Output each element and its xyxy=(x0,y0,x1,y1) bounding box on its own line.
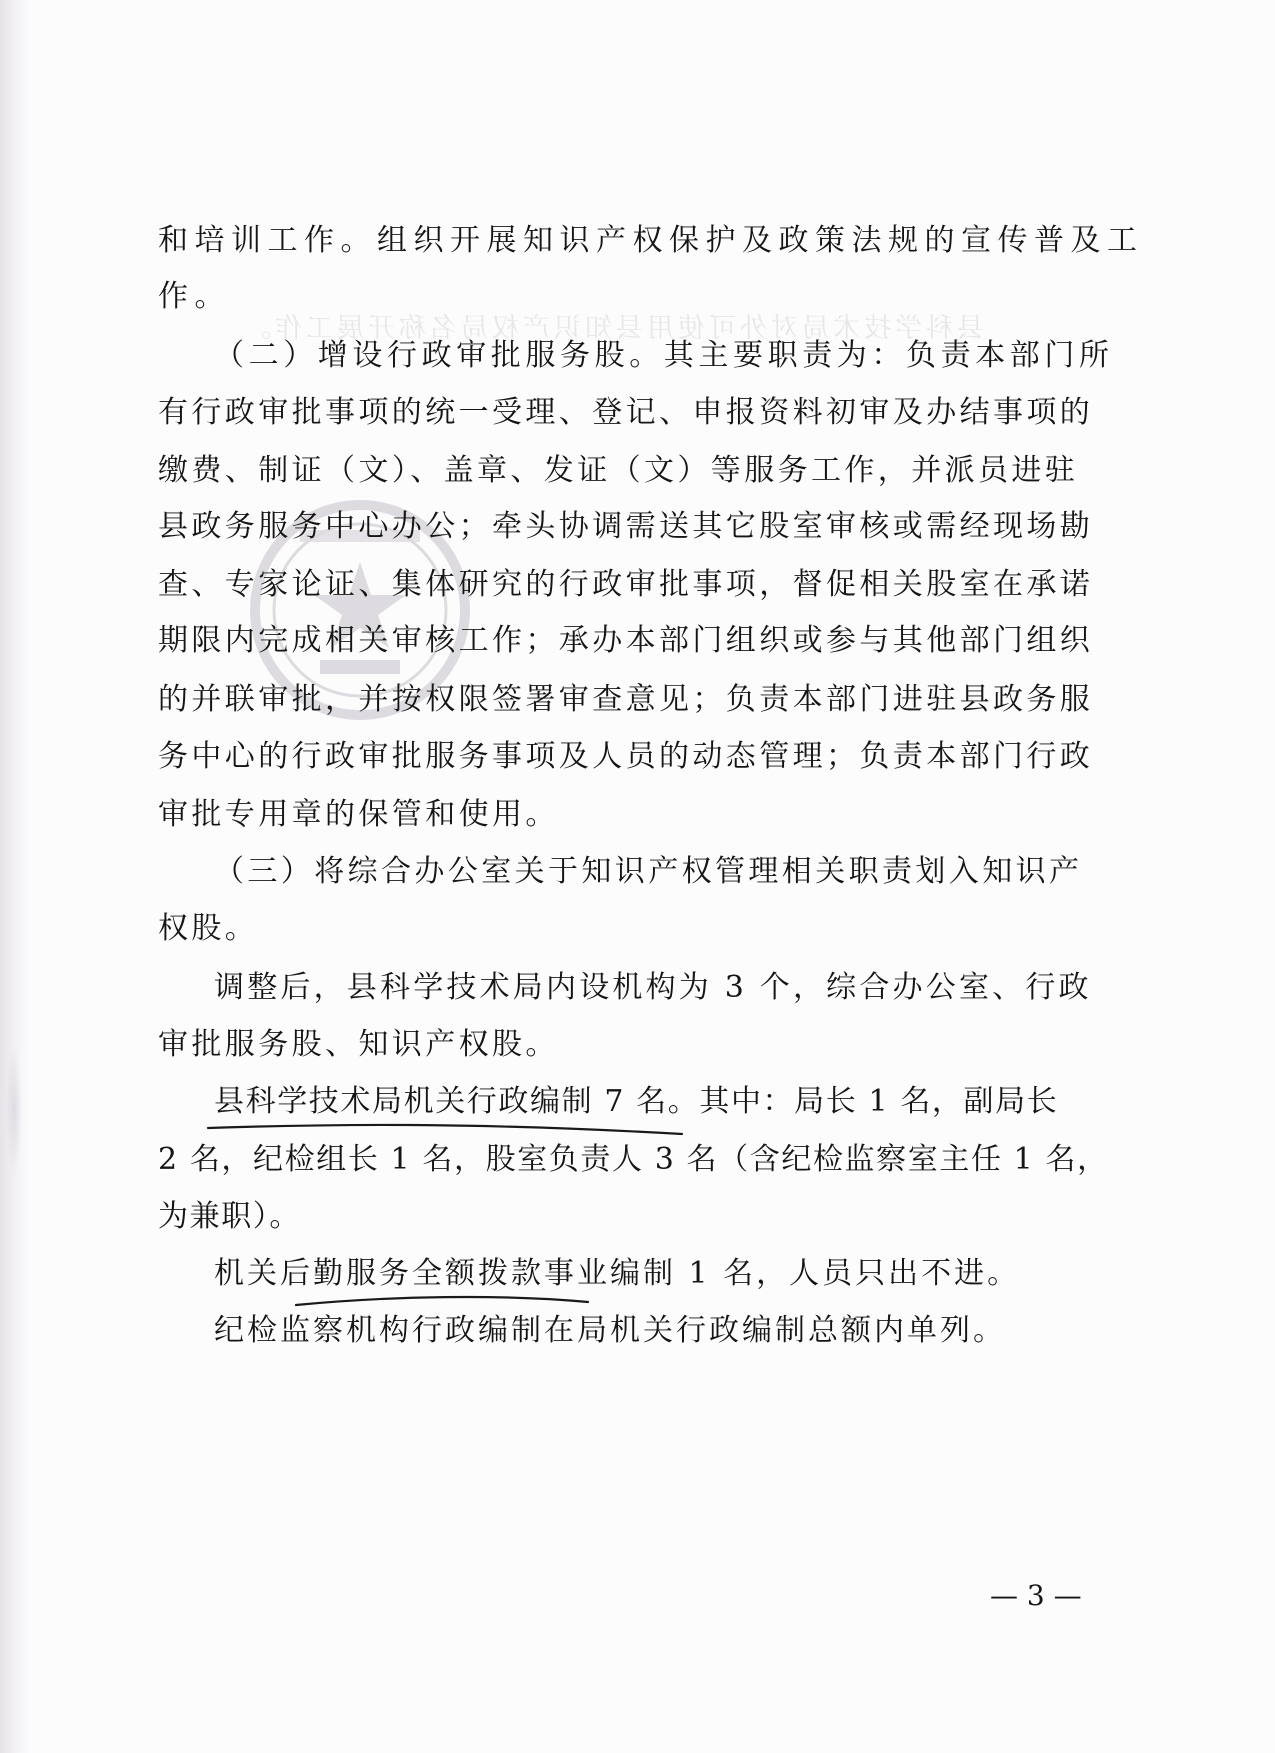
reverse-side-text: 县科学技术局对外可使用县知识产权局名称开展工作。 xyxy=(240,313,984,344)
text-line: 县政务服务中心办公；牵头协调需送其它股室审核或需经现场勘 xyxy=(158,509,1094,544)
pen-underline xyxy=(296,1297,588,1305)
text-line: 审批专用章的保管和使用。 xyxy=(158,797,559,832)
text-line: 纪检监察机构行政编制在局机关行政编制总额内单列。 xyxy=(214,1313,1006,1348)
page-number: — 3 — xyxy=(990,1579,1082,1612)
text-line: 缴费、制证（文）、盖章、发证（文）等服务工作，并派员进驻 xyxy=(158,453,1079,488)
text-line: 调整后，县科学技术局内设机构为 3 个，综合办公室、行政 xyxy=(214,970,1092,1005)
text-line: 机关后勤服务全额拨款事业编制 1 名，人员只出不进。 xyxy=(214,1256,1021,1291)
text-line: 县科学技术局机关行政编制 7 名。其中：局长 1 名，副局长 xyxy=(214,1084,1059,1119)
text-line: 审批服务股、知识产权股。 xyxy=(158,1027,559,1062)
text-line: 查、专家论证、集体研究的行政审批事项，督促相关股室在承诺 xyxy=(158,567,1094,602)
text-line: 为兼职）。 xyxy=(158,1199,301,1234)
text-line: 作。 xyxy=(158,279,231,314)
text-line: 和培训工作。组织开展知识产权保护及政策法规的宣传普及工 xyxy=(158,223,1144,258)
pen-underline xyxy=(208,1125,682,1134)
text-line: （三）将综合办公室关于知识产权管理相关职责划入知识产 xyxy=(214,854,1083,889)
text-line: 务中心的行政审批服务事项及人员的动态管理；负责本部门行政 xyxy=(158,739,1094,774)
text-line: 2 名，纪检组长 1 名，股室负责人 3 名（含纪检监察室主任 1 名， xyxy=(158,1142,1109,1177)
text-line: 的并联审批，并按权限签署审查意见；负责本部门进驻县政务服 xyxy=(158,682,1094,717)
text-line: 权股。 xyxy=(158,911,259,946)
text-line: 有行政审批事项的统一受理、登记、申报资料初审及办结事项的 xyxy=(158,395,1094,430)
text-line: （二）增设行政审批服务股。其主要职责为：负责本部门所 xyxy=(214,338,1114,373)
text-line: 期限内完成相关审核工作；承办本部门组织或参与其他部门组织 xyxy=(158,623,1094,658)
